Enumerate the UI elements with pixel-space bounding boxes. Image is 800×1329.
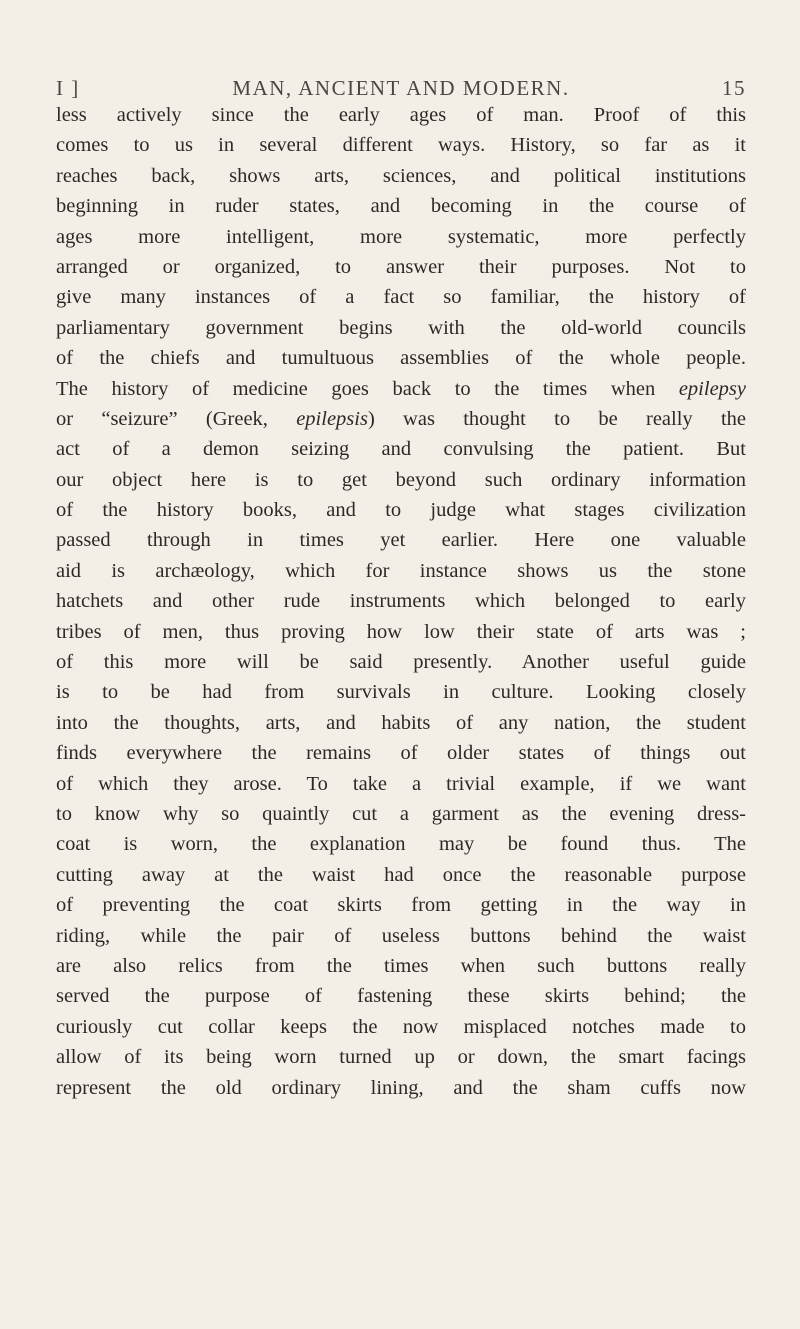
chapter-number: I ]: [56, 76, 80, 100]
text-segment: represent the old ordinary lining, and the sham cuffs now: [56, 1076, 746, 1099]
text-segment: of this more will be said presently. Another useful guide: [56, 651, 746, 674]
text-segment: coat is worn, the explanation may be found thus. The: [56, 833, 746, 856]
text-segment: less actively since the early ages of man. Proof of this: [56, 104, 746, 126]
text-segment: is to be had from survivals in culture. Looking closely: [56, 681, 746, 704]
text-line: [56, 586, 746, 616]
text-line: [56, 495, 746, 525]
text-segment: act of a demon seizing and convulsing the patient. But: [56, 438, 746, 461]
text-line: [56, 708, 746, 738]
text-segment: parliamentary government begins with the old-world councils: [56, 316, 746, 339]
text-line: [56, 191, 746, 221]
text-segment: of which they arose. To take a trivial example, if we want: [56, 772, 746, 795]
text-line: [56, 374, 746, 404]
text-segment: are also relics from the times when such buttons really: [56, 954, 746, 977]
text-line: [56, 677, 746, 707]
text-segment: comes to us in several different ways. History, so far as it: [56, 134, 746, 157]
body-text: [56, 100, 746, 1103]
text-segment: curiously cut collar keeps the now misplaced notches made to: [56, 1015, 746, 1038]
text-line: [56, 556, 746, 586]
text-line: [56, 860, 746, 890]
text-line: [56, 130, 746, 160]
text-segment: of the history books, and to judge what stages civilization: [56, 499, 746, 522]
text-segment: to know why so quaintly cut a garment as the evening dress-: [56, 802, 746, 825]
text-segment: beginning in ruder states, and becoming in the course of: [56, 195, 746, 218]
text-line: [56, 343, 746, 373]
text-line: [56, 981, 746, 1011]
text-line: [56, 404, 746, 434]
text-segment: served the purpose of fastening these skirts behind; the: [56, 985, 746, 1008]
text-line: [56, 829, 746, 859]
text-segment: reaches back, shows arts, sciences, and political institutions: [56, 164, 746, 187]
text-segment: cutting away at the waist had once the reasonable purpose: [56, 863, 746, 886]
text-line: [56, 313, 746, 343]
text-line: [56, 769, 746, 799]
text-line: [56, 434, 746, 464]
text-line: [56, 921, 746, 951]
text-segment: riding, while the pair of useless buttons behind the waist: [56, 924, 746, 947]
text-line: [56, 951, 746, 981]
text-line: [56, 100, 746, 130]
text-line: [56, 1073, 746, 1103]
page-number: 15: [722, 76, 746, 100]
text-segment: ) was thought to be really the: [367, 407, 746, 430]
text-segment: tribes of men, thus proving how low their state of arts was ;: [56, 620, 746, 643]
text-line: [56, 799, 746, 829]
text-segment: give many instances of a fact so familiar, the history of: [56, 286, 746, 309]
italic-term: epilepsis: [296, 407, 368, 430]
text-line: [56, 252, 746, 282]
text-segment: hatchets and other rude instruments which belonged to early: [56, 590, 746, 613]
text-line: [56, 647, 746, 677]
text-segment: of preventing the coat skirts from getting in the way in: [56, 894, 746, 917]
text-line: [56, 890, 746, 920]
text-line: [56, 738, 746, 768]
text-line: [56, 282, 746, 312]
text-line: [56, 525, 746, 555]
text-line: [56, 161, 746, 191]
text-segment: allow of its being worn turned up or down, the smart facings: [56, 1046, 746, 1069]
running-title: MAN, ANCIENT AND MODERN.: [232, 76, 570, 100]
text-segment: The history of medicine goes back to the times when: [56, 377, 679, 400]
text-line: [56, 465, 746, 495]
text-segment: passed through in times yet earlier. Here one valuable: [56, 529, 746, 552]
text-segment: finds everywhere the remains of older states of things out: [56, 742, 746, 765]
text-segment: arranged or organized, to answer their purposes. Not to: [56, 255, 746, 278]
text-segment: our object here is to get beyond such ordinary information: [56, 468, 746, 491]
text-segment: ages more intelligent, more systematic, more perfectly: [56, 225, 746, 248]
italic-term: epilepsy: [678, 377, 746, 400]
text-line: [56, 222, 746, 252]
text-segment: into the thoughts, arts, and habits of any nation, the student: [56, 711, 746, 734]
text-segment: aid is archæology, which for instance shows us the stone: [56, 559, 746, 582]
text-segment: of the chiefs and tumultuous assemblies of the whole people.: [56, 347, 746, 370]
text-line: [56, 1012, 746, 1042]
text-line: [56, 1042, 746, 1072]
text-line: [56, 617, 746, 647]
text-segment: or “seizure” (Greek,: [56, 407, 297, 430]
